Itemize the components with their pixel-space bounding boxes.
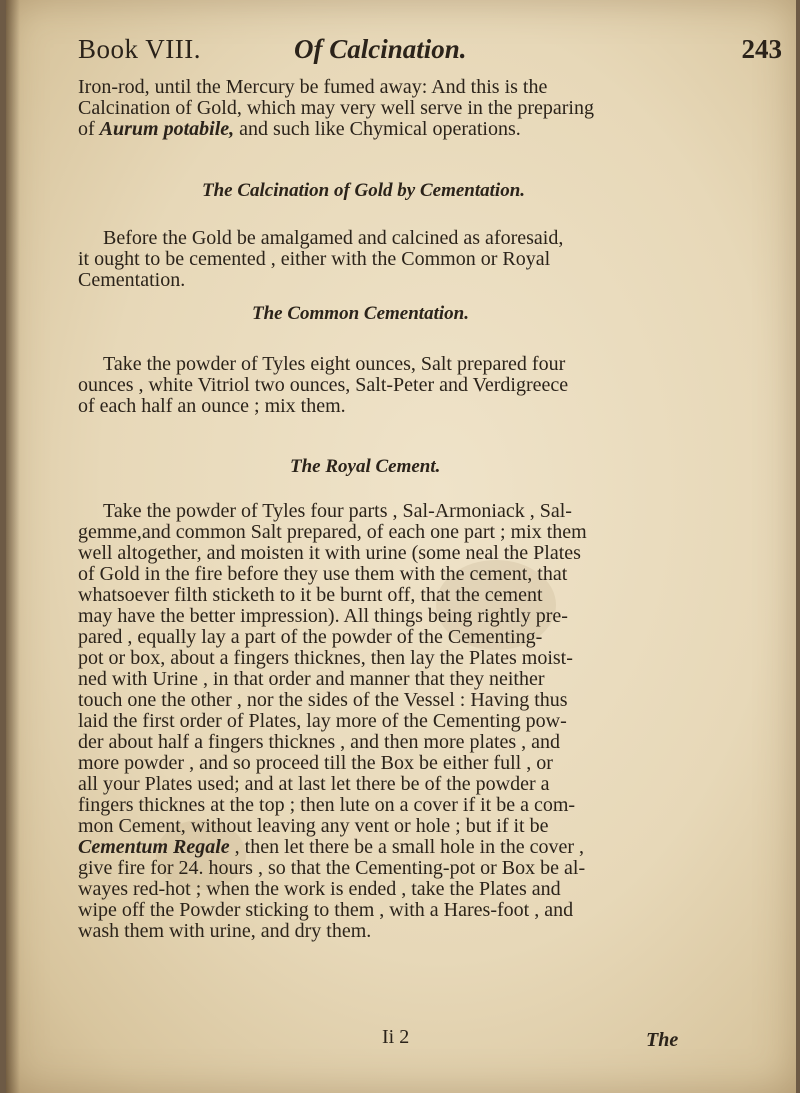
section-heading: The Calcination of Gold by Cementation. (202, 180, 526, 201)
chapter-title: Of Calcination. (294, 34, 467, 64)
paragraph-3 (78, 354, 688, 417)
text-line: Calcination of Gold, which may very well serve in the preparing (78, 97, 594, 119)
text-line: der about half a fingers thicknes , and then more plates , and (78, 731, 561, 753)
signature-mark: Ii 2 (382, 1026, 410, 1048)
text-line: of Gold in the fire before they use them with the cement, that (78, 563, 568, 585)
text-line: it ought to be cemented , either with the Common or Royal (78, 248, 551, 270)
text-line: ned with Urine , in that order and manner that they neither (78, 668, 545, 690)
page-number: 243 (741, 34, 782, 64)
text-segment: of (78, 118, 100, 140)
section-heading: The Common Cementation. (252, 303, 469, 324)
text-line: pot or box, about a fingers thicknes, then lay the Plates moist- (78, 647, 573, 669)
paragraph-2 (78, 228, 688, 291)
running-head (76, 34, 782, 74)
italic-term: Aurum potabile, (99, 118, 235, 140)
section-heading: The Royal Cement. (290, 456, 441, 477)
text-segment: and such like Chymical operations. (234, 118, 521, 140)
text-line: gemme,and common Salt prepared, of each one part ; mix them (78, 521, 587, 543)
text-line: give fire for 24. hours , so that the Cementing-pot or Box be al- (78, 857, 586, 879)
text-line: Take the powder of Tyles eight ounces, Salt prepared four (103, 353, 566, 375)
text-line: Take the powder of Tyles four parts , Sal-Armoniack , Sal- (103, 500, 572, 522)
text-line: well altogether, and moisten it with urine (some neal the Plates (78, 542, 581, 564)
book-page (6, 0, 796, 1093)
text-line: wipe off the Powder sticking to them , with a Hares-foot , and (78, 899, 574, 921)
text-line (78, 837, 688, 858)
text-line: Before the Gold be amalgamed and calcined as aforesaid, (103, 227, 564, 249)
text-line: fingers thicknes at the top ; then lute on a cover if it be a com- (78, 794, 576, 816)
text-line: may have the better impression). All things being rightly pre- (78, 605, 568, 627)
text-line: touch one the other , nor the sides of the Vessel : Having thus (78, 689, 568, 711)
text-line: all your Plates used; and at last let there be of the powder a (78, 773, 550, 795)
catchword: The (646, 1029, 679, 1051)
text-line: Iron-rod, until the Mercury be fumed away: And this is the (78, 76, 548, 98)
italic-term: Cementum Regale (78, 836, 230, 858)
text-line: pared , equally lay a part of the powder of the Cementing- (78, 626, 543, 648)
text-line: whatsoever filth sticketh to it be burnt off, that the cement (78, 584, 543, 606)
book-number: Book VIII. (78, 34, 201, 64)
text-line: of each half an ounce ; mix them. (78, 395, 346, 417)
text-segment: , then let there be a small hole in the cover , (229, 836, 584, 858)
text-line: ounces , white Vitriol two ounces, Salt-Peter and Verdigreece (78, 374, 569, 396)
text-line: mon Cement, without leaving any vent or hole ; but if it be (78, 815, 549, 837)
text-line: laid the first order of Plates, lay more of the Cementing pow- (78, 710, 567, 732)
text-line: wayes red-hot ; when the work is ended , take the Plates and (78, 878, 561, 900)
text-line: wash them with urine, and dry them. (78, 920, 372, 942)
text-line: Cementation. (78, 269, 186, 291)
paragraph-1 (78, 77, 688, 140)
text-line (78, 119, 688, 140)
paragraph-4 (78, 501, 688, 942)
text-line: more powder , and so proceed till the Box be either full , or (78, 752, 553, 774)
